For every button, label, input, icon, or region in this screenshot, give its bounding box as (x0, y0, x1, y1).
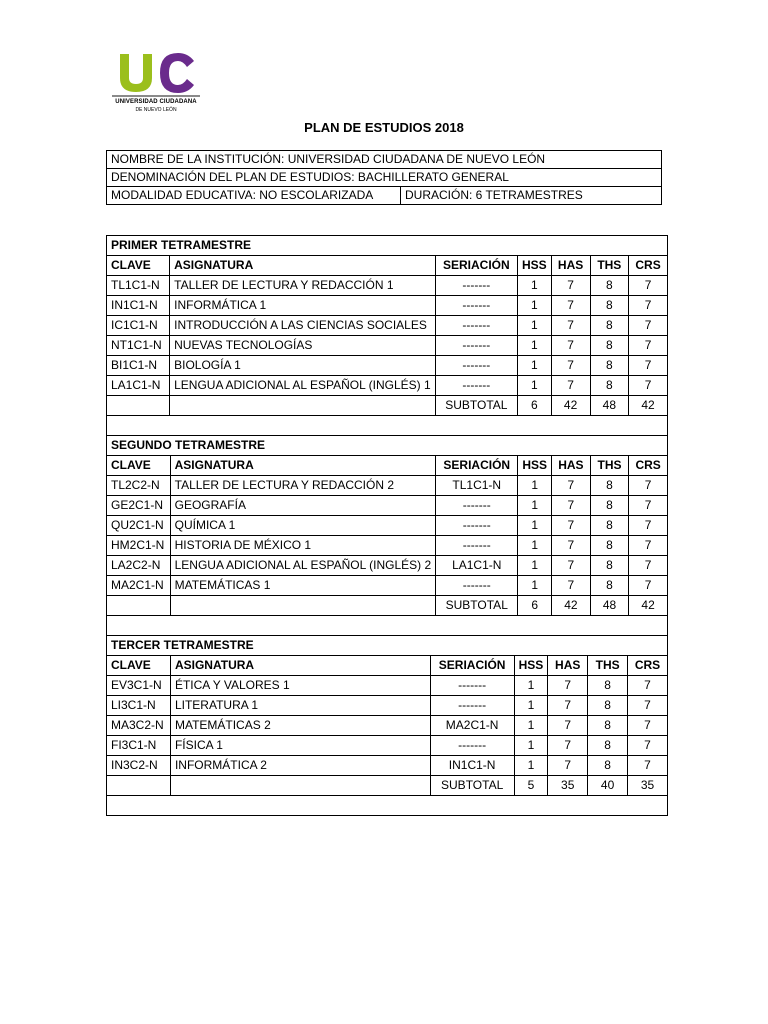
tetramestre-table (106, 235, 668, 436)
document-title: PLAN DE ESTUDIOS 2018 (304, 120, 464, 135)
cell-hss: 1 (514, 756, 548, 776)
subtotal-crs: 42 (629, 596, 668, 616)
cell-crs: 7 (629, 276, 668, 296)
tetramestre-table (106, 435, 668, 636)
cell-seriacion: LA1C1-N (436, 556, 518, 576)
cell-seriacion: ------- (435, 356, 517, 376)
cell-asignatura: ÉTICA Y VALORES 1 (170, 676, 430, 696)
cell-seriacion: ------- (435, 336, 517, 356)
cell-asignatura: GEOGRAFÍA (170, 496, 436, 516)
cell-seriacion: ------- (436, 536, 518, 556)
spacer-cell (107, 616, 668, 636)
subtotal-hss: 6 (518, 596, 552, 616)
cell-hss: 1 (517, 336, 551, 356)
cell-ths: 8 (588, 736, 628, 756)
header-row (107, 656, 668, 676)
cell-hss: 1 (518, 576, 552, 596)
section-title: PRIMER TETRAMESTRE (107, 236, 668, 256)
empty-cell (107, 396, 170, 416)
cell-seriacion: TL1C1-N (436, 476, 518, 496)
cell-has: 7 (552, 576, 591, 596)
subtotal-ths: 40 (588, 776, 628, 796)
duration: DURACIÓN: 6 TETRAMESTRES (401, 187, 662, 205)
subject-row (107, 736, 668, 756)
header-clave: CLAVE (107, 256, 170, 276)
logo-line-2: DE NUEVO LEÓN (135, 107, 177, 113)
empty-cell (170, 596, 436, 616)
cell-asignatura: TALLER DE LECTURA Y REDACCIÓN 1 (170, 276, 436, 296)
cell-seriacion: IN1C1-N (430, 756, 514, 776)
cell-crs: 7 (629, 496, 668, 516)
header-crs: CRS (629, 456, 668, 476)
cell-asignatura: MATEMÁTICAS 1 (170, 576, 436, 596)
cell-hss: 1 (518, 536, 552, 556)
header-ths: THS (588, 656, 628, 676)
subject-row (107, 356, 668, 376)
section-title: SEGUNDO TETRAMESTRE (107, 436, 668, 456)
cell-ths: 8 (590, 276, 629, 296)
cell-crs: 7 (629, 296, 668, 316)
cell-ths: 8 (590, 576, 628, 596)
subject-row (107, 316, 668, 336)
cell-asignatura: LITERATURA 1 (170, 696, 430, 716)
cell-has: 7 (552, 476, 591, 496)
cell-ths: 8 (588, 716, 628, 736)
cell-ths: 8 (588, 676, 628, 696)
cell-crs: 7 (629, 556, 668, 576)
cell-hss: 1 (514, 736, 548, 756)
subject-row (107, 576, 668, 596)
header-has: HAS (551, 256, 590, 276)
cell-ths: 8 (590, 376, 629, 396)
cell-hss: 1 (517, 276, 551, 296)
subtotal-label: SUBTOTAL (436, 596, 518, 616)
subtotal-row (107, 396, 668, 416)
subject-row (107, 276, 668, 296)
spacer-row (107, 616, 668, 636)
header-row (107, 456, 668, 476)
cell-ths: 8 (588, 756, 628, 776)
cell-clave: FI3C1-N (107, 736, 171, 756)
subtotal-has: 42 (551, 396, 590, 416)
cell-has: 7 (548, 696, 588, 716)
cell-has: 7 (552, 496, 591, 516)
tetramestre-table (106, 635, 668, 816)
cell-clave: LA2C2-N (107, 556, 171, 576)
cell-crs: 7 (628, 716, 668, 736)
subject-row (107, 676, 668, 696)
cell-ths: 8 (590, 476, 628, 496)
cell-crs: 7 (629, 576, 668, 596)
header-crs: CRS (629, 256, 668, 276)
header-asignatura: ASIGNATURA (170, 256, 436, 276)
cell-clave: LI3C1-N (107, 696, 171, 716)
subtotal-row (107, 596, 668, 616)
cell-has: 7 (548, 676, 588, 696)
subtotal-hss: 6 (517, 396, 551, 416)
header-seriacion: SERIACIÓN (430, 656, 514, 676)
cell-crs: 7 (628, 696, 668, 716)
cell-seriacion: ------- (436, 576, 518, 596)
cell-crs: 7 (628, 756, 668, 776)
cell-ths: 8 (590, 556, 628, 576)
cell-seriacion: ------- (435, 276, 517, 296)
cell-asignatura: BIOLOGÍA 1 (170, 356, 436, 376)
cell-clave: MA2C1-N (107, 576, 171, 596)
subject-row (107, 716, 668, 736)
cell-asignatura: INFORMÁTICA 2 (170, 756, 430, 776)
cell-ths: 8 (590, 536, 628, 556)
cell-crs: 7 (629, 516, 668, 536)
spacer-row (107, 796, 668, 816)
header-clave: CLAVE (107, 656, 171, 676)
cell-clave: QU2C1-N (107, 516, 171, 536)
empty-cell (107, 776, 171, 796)
cell-has: 7 (551, 356, 590, 376)
header-has: HAS (552, 456, 591, 476)
cell-has: 7 (548, 716, 588, 736)
cell-has: 7 (552, 536, 591, 556)
modality: MODALIDAD EDUCATIVA: NO ESCOLARIZADA (107, 187, 401, 205)
cell-crs: 7 (629, 476, 668, 496)
cell-has: 7 (552, 556, 591, 576)
subject-row (107, 336, 668, 356)
subtotal-ths: 48 (590, 396, 629, 416)
cell-clave: HM2C1-N (107, 536, 171, 556)
cell-seriacion: ------- (430, 696, 514, 716)
header-asignatura: ASIGNATURA (170, 656, 430, 676)
cell-asignatura: LENGUA ADICIONAL AL ESPAÑOL (INGLÉS) 2 (170, 556, 436, 576)
cell-clave: IN3C2-N (107, 756, 171, 776)
cell-hss: 1 (517, 356, 551, 376)
subject-row (107, 476, 668, 496)
cell-asignatura: INFORMÁTICA 1 (170, 296, 436, 316)
header-seriacion: SERIACIÓN (436, 456, 518, 476)
cell-crs: 7 (628, 676, 668, 696)
subtotal-hss: 5 (514, 776, 548, 796)
cell-asignatura: FÍSICA 1 (170, 736, 430, 756)
cell-hss: 1 (517, 376, 551, 396)
header-hss: HSS (518, 456, 552, 476)
header-ths: THS (590, 256, 629, 276)
cell-crs: 7 (629, 336, 668, 356)
subject-row (107, 496, 668, 516)
cell-has: 7 (551, 376, 590, 396)
cell-seriacion: MA2C1-N (430, 716, 514, 736)
header-has: HAS (548, 656, 588, 676)
cell-clave: NT1C1-N (107, 336, 170, 356)
cell-clave: IN1C1-N (107, 296, 170, 316)
cell-hss: 1 (518, 476, 552, 496)
cell-clave: GE2C1-N (107, 496, 171, 516)
university-logo (110, 48, 202, 116)
subtotal-has: 42 (552, 596, 591, 616)
cell-hss: 1 (514, 716, 548, 736)
cell-seriacion: ------- (435, 376, 517, 396)
cell-clave: IC1C1-N (107, 316, 170, 336)
subtotal-ths: 48 (590, 596, 628, 616)
cell-ths: 8 (588, 696, 628, 716)
subtotal-crs: 42 (629, 396, 668, 416)
cell-crs: 7 (628, 736, 668, 756)
section-title: TERCER TETRAMESTRE (107, 636, 668, 656)
institution-name: NOMBRE DE LA INSTITUCIÓN: UNIVERSIDAD CIUDADANA DE NUEVO LEÓN (107, 151, 662, 169)
cell-hss: 1 (514, 676, 548, 696)
spacer-row (107, 416, 668, 436)
cell-crs: 7 (629, 536, 668, 556)
cell-seriacion: ------- (436, 516, 518, 536)
cell-asignatura: HISTORIA DE MÉXICO 1 (170, 536, 436, 556)
cell-has: 7 (551, 316, 590, 336)
cell-seriacion: ------- (436, 496, 518, 516)
cell-seriacion: ------- (435, 316, 517, 336)
spacer-cell (107, 416, 668, 436)
subject-row (107, 516, 668, 536)
header-asignatura: ASIGNATURA (170, 456, 436, 476)
cell-seriacion: ------- (430, 736, 514, 756)
plan-denomination: DENOMINACIÓN DEL PLAN DE ESTUDIOS: BACHILLERATO GENERAL (107, 169, 662, 187)
logo-line-1: UNIVERSIDAD CIUDADANA (115, 99, 197, 105)
subject-row (107, 296, 668, 316)
cell-hss: 1 (517, 296, 551, 316)
subtotal-label: SUBTOTAL (430, 776, 514, 796)
subject-row (107, 536, 668, 556)
subtotal-has: 35 (548, 776, 588, 796)
cell-clave: MA3C2-N (107, 716, 171, 736)
cell-seriacion: ------- (435, 296, 517, 316)
cell-clave: EV3C1-N (107, 676, 171, 696)
cell-clave: TL1C1-N (107, 276, 170, 296)
header-seriacion: SERIACIÓN (435, 256, 517, 276)
cell-ths: 8 (590, 356, 629, 376)
empty-cell (170, 776, 430, 796)
cell-seriacion: ------- (430, 676, 514, 696)
cell-has: 7 (551, 336, 590, 356)
subject-row (107, 556, 668, 576)
cell-hss: 1 (514, 696, 548, 716)
institution-info-table (106, 150, 662, 205)
cell-hss: 1 (518, 496, 552, 516)
cell-has: 7 (551, 296, 590, 316)
subtotal-label: SUBTOTAL (435, 396, 517, 416)
cell-has: 7 (548, 736, 588, 756)
cell-asignatura: NUEVAS TECNOLOGÍAS (170, 336, 436, 356)
cell-ths: 8 (590, 336, 629, 356)
cell-clave: BI1C1-N (107, 356, 170, 376)
header-hss: HSS (514, 656, 548, 676)
cell-ths: 8 (590, 516, 628, 536)
cell-crs: 7 (629, 376, 668, 396)
empty-cell (170, 396, 436, 416)
header-crs: CRS (628, 656, 668, 676)
cell-clave: LA1C1-N (107, 376, 170, 396)
cell-has: 7 (551, 276, 590, 296)
cell-asignatura: MATEMÁTICAS 2 (170, 716, 430, 736)
cell-asignatura: QUÍMICA 1 (170, 516, 436, 536)
cell-crs: 7 (629, 356, 668, 376)
header-hss: HSS (517, 256, 551, 276)
cell-hss: 1 (517, 316, 551, 336)
spacer-cell (107, 796, 668, 816)
header-row (107, 256, 668, 276)
cell-asignatura: TALLER DE LECTURA Y REDACCIÓN 2 (170, 476, 436, 496)
cell-ths: 8 (590, 316, 629, 336)
cell-ths: 8 (590, 496, 628, 516)
subtotal-row (107, 776, 668, 796)
cell-asignatura: INTRODUCCIÓN A LAS CIENCIAS SOCIALES (170, 316, 436, 336)
cell-hss: 1 (518, 516, 552, 536)
cell-clave: TL2C2-N (107, 476, 171, 496)
subject-row (107, 696, 668, 716)
cell-crs: 7 (629, 316, 668, 336)
empty-cell (107, 596, 171, 616)
cell-hss: 1 (518, 556, 552, 576)
cell-has: 7 (548, 756, 588, 776)
subject-row (107, 756, 668, 776)
subtotal-crs: 35 (628, 776, 668, 796)
subject-row (107, 376, 668, 396)
cell-asignatura: LENGUA ADICIONAL AL ESPAÑOL (INGLÉS) 1 (170, 376, 436, 396)
header-clave: CLAVE (107, 456, 171, 476)
header-ths: THS (590, 456, 628, 476)
cell-ths: 8 (590, 296, 629, 316)
cell-has: 7 (552, 516, 591, 536)
